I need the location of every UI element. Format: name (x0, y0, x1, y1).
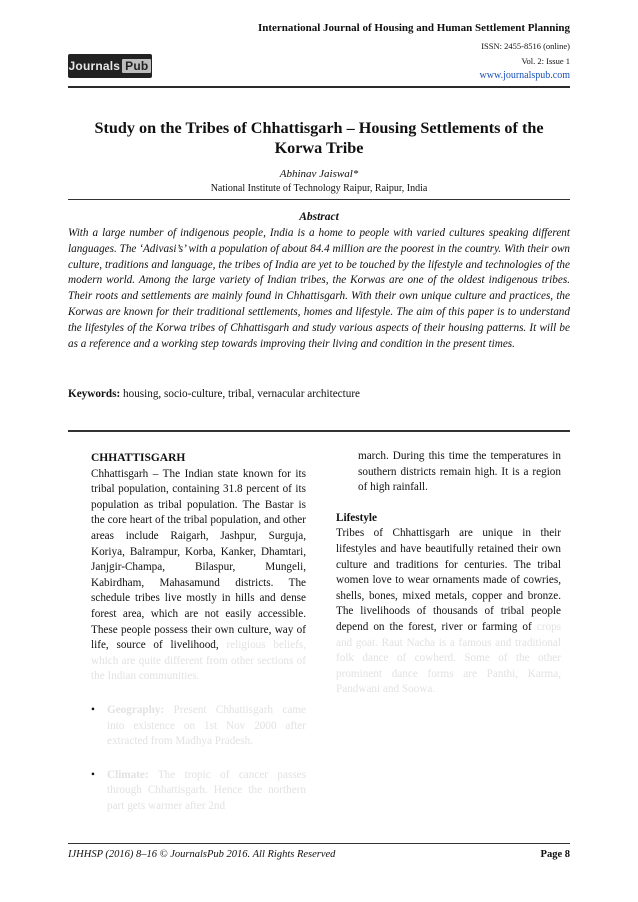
volume-issue: Vol. 2: Issue 1 (521, 56, 570, 66)
abstract-divider (68, 430, 570, 432)
keywords (68, 388, 570, 400)
abstract-heading: Abstract (299, 211, 339, 223)
title-line-1: Study on the Tribes of Chhattisgarh – Housing Settlements of the (94, 119, 544, 137)
logo-text: Journals (68, 59, 121, 73)
title-line-2: Korwa Tribe (274, 139, 364, 157)
chhattisgarh-text: Chhattisgarh – The Indian state known for its tribal population, containing 31.8 percent of its population as tribal population. The Bastar is the core heart of the tribal population, and other areas include Raigarh, Jashpur, Surguja, Koriya, Balrampur, Korba, Kanker, Dhamtari, Janjgir-Champa, Bilaspur, Mungeli, Kabirdham, Mahasamund districts. The schedule tribes live mostly in hills and dense forest area, which are not easily accessible. These people possess their own culture, way of life, source of livelihood, (91, 467, 306, 652)
chhattisgarh-paragraph (91, 467, 306, 685)
journalspub-logo (68, 54, 152, 78)
climate-label: Climate: (107, 768, 149, 781)
bullet-icon: • (91, 703, 95, 716)
bullet-icon: • (91, 768, 95, 781)
section-heading-chhattisgarh: CHHATTISGARH (91, 452, 186, 464)
left-column (91, 451, 306, 814)
list-item-climate (91, 768, 306, 815)
footer-citation: IJHHSP (2016) 8–16 © JournalsPub 2016. All Rights Reserved (68, 849, 336, 860)
logo-pub-text: Pub (122, 59, 151, 73)
title-divider (68, 199, 570, 200)
lifestyle-paragraph (336, 526, 561, 698)
geography-text: Present Chhattisgarh came into existence on 1st Nov 2000 after extracted from Madhya Pradesh. (107, 703, 306, 748)
author-affiliation: National Institute of Technology Raipur, Raipur, India (210, 183, 428, 194)
right-column (336, 449, 561, 698)
chhattisgarh-faded-text: religious beliefs, which are quite different from other sections of the Indian communities. (91, 639, 306, 683)
lifestyle-text: Tribes of Chhattisgarh are unique in their lifestyles and have beautifully retained their own culture and traditions for centuries. The tribal women love to wear ornaments made of cowries, shells, bones, mixed metals, copper and bronze. The livelihoods of thousands of tribal people depend on the forest, river or farming of (336, 527, 561, 633)
list-item-geography (91, 703, 306, 750)
header-divider (68, 86, 570, 88)
journal-name: International Journal of Housing and Human Settlement Planning (257, 22, 570, 34)
journal-url-link[interactable]: www.journalspub.com (479, 70, 570, 81)
keywords-label: Keywords: (68, 388, 121, 400)
issn: ISSN: 2455-8516 (online) (481, 41, 570, 51)
geography-label: Geography: (107, 703, 165, 716)
climate-text: The tropic of cancer passes through Chhattisgarh. Hence the northern part gets warmer after 2nd (107, 768, 306, 812)
page-number: Page 8 (540, 849, 570, 860)
climate-continuation: march. During this time the temperatures in southern districts remain high. It is a region of high rainfall. (358, 450, 561, 494)
abstract-text: With a large number of indigenous people, India is a home to people with varied cultures speaking different languages. The ‘Adivasi’s’ with a population of about 84.4 million are the poorest in the country. With their own culture, traditions and language, the tribes of India are yet to be touched by the lifestyle and technologies of the modern world. Among the large variety of Indian tribes, the Korwas are one of the oldest indigenous tribes. Their roots and settlements are mainly found in Chhattisgarh. With their own unique culture and practices, the Korwas are known for their traditional settlements, homes and lifestyle. The aim of this paper is to understand the lifestyles of the Korwa tribes of Chhattisgarh and study various aspects of their housing patterns. It will be as a reference and a working step towards improving their living and condition in the present times. (68, 227, 570, 350)
lifestyle-faded-text: crops and goat. Raut Nacha is a famous and traditional folk dance of cowherd. Some of the other prominent dance forms are Panthi, Karma, Pandwani and Soowa. (336, 620, 562, 696)
author-name: Abhinav Jaiswal* (279, 168, 359, 180)
section-heading-lifestyle: Lifestyle (336, 511, 378, 524)
paper-title (68, 118, 570, 158)
keywords-list: housing, socio-culture, tribal, vernacular architecture (120, 388, 361, 400)
footer-divider (68, 843, 570, 844)
